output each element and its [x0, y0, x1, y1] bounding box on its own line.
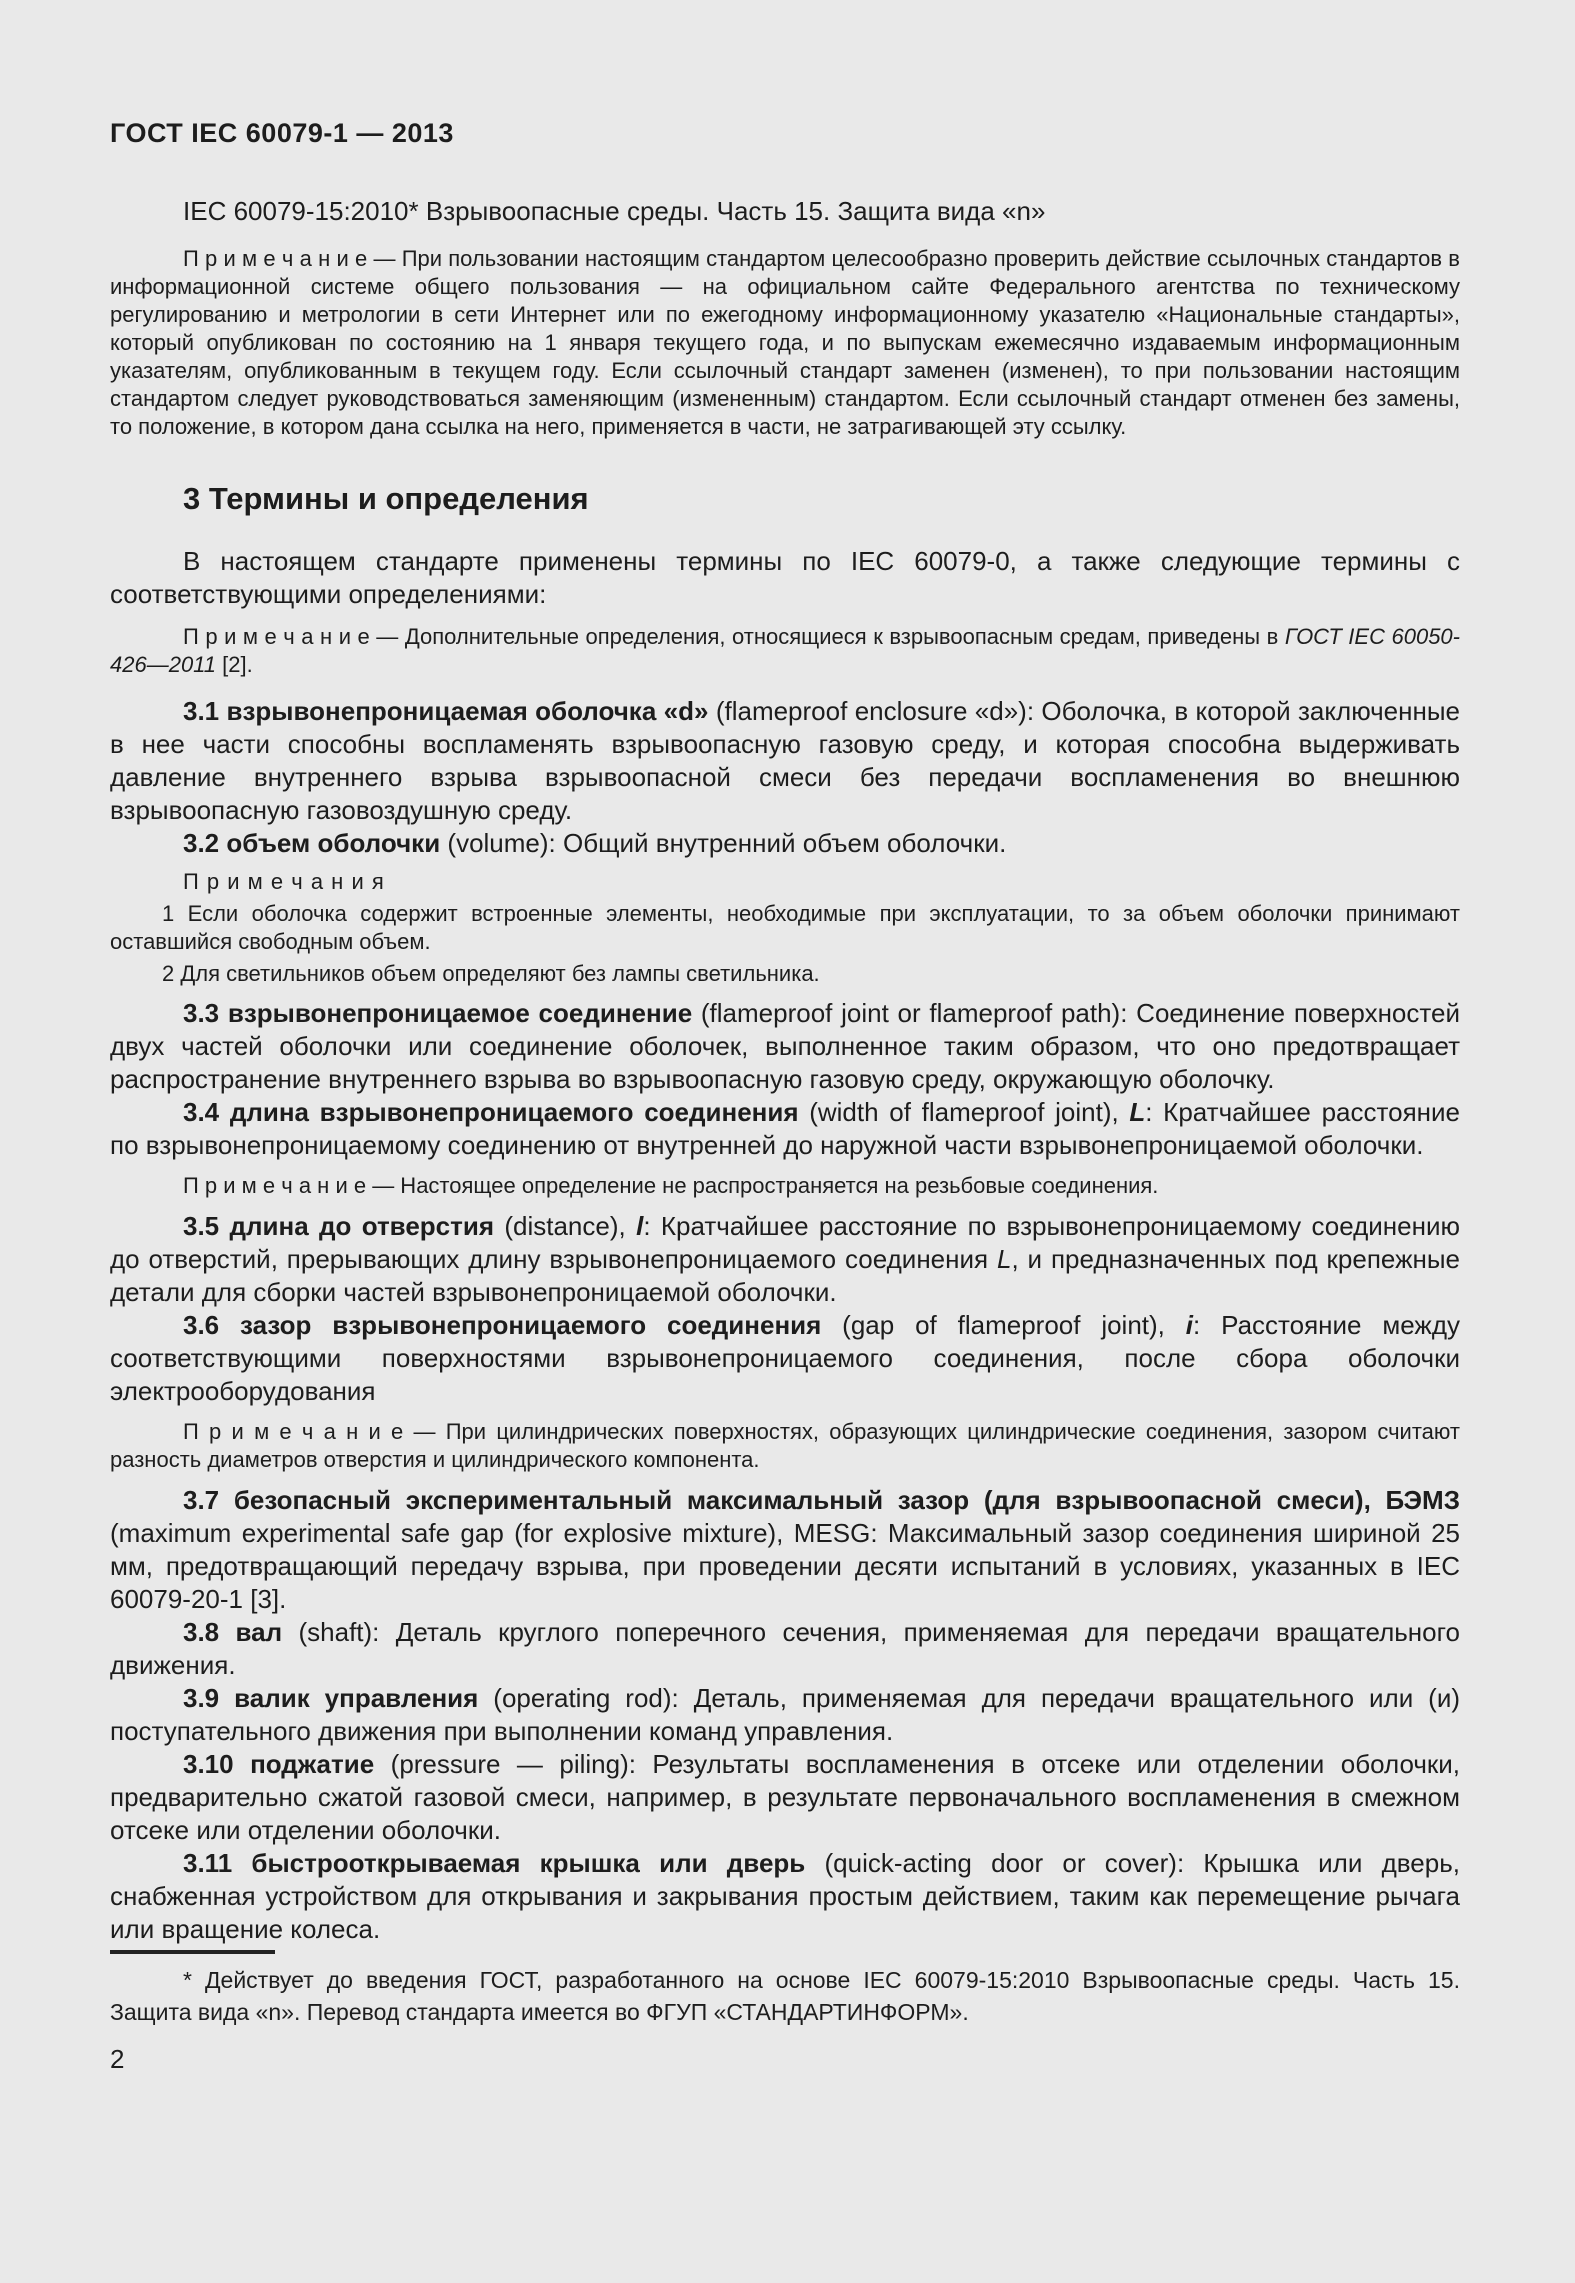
- reference-item: IEC 60079-15:2010* Взрывоопасные среды. Часть 15. Защита вида «n»: [183, 196, 1046, 226]
- term-3-5: [110, 1210, 1460, 1309]
- reference-note: П р и м е ч а н и е — При пользовании настоящим стандартом целесообразно проверить действие ссылочных стандартов в информационной системе общего пользования — на официальном сайте Федерального агентства по техническому регулированию и метрологии в сети Интернет или по ежегодному информационному указателю «Национальные стандарты», который опубликован по состоянию на 1 января текущего года, и по выпускам ежемесячно издаваемым информационным указателям, опубликованным в текущем году. Если ссылочный стандарт заменен (изменен), то при пользовании настоящим стандартом следует руководствоваться заменяющим (измененным) стандартом. Если ссылочный стандарт отменен без замены, то положение, в котором дана ссылка на него, применяется в части, не затрагивающей эту ссылку.: [110, 246, 1460, 439]
- intro-note-standard-ref: ГОСТ IEC 60050-426—2011: [110, 624, 1460, 677]
- term-number: 3.11: [183, 1848, 252, 1878]
- footnote-divider: [110, 1950, 275, 1954]
- running-header: ГОСТ IEC 60079-1 — 2013: [110, 118, 454, 148]
- term-definition: (pressure — piling): Результаты воспламенения в отсеке или отделении оболочки, предварительно сжатой газовой смеси, например, в результате первоначального воспламенения в смежном отсеке или отделении оболочки.: [110, 1749, 1461, 1845]
- intro-note-tail: [2].: [216, 652, 253, 677]
- term-symbol: L: [1129, 1097, 1146, 1127]
- term-symbol-inline: L: [996, 1244, 1012, 1274]
- section-3-title: 3 Термины и определения: [183, 481, 589, 516]
- term-3-4: [110, 1096, 1460, 1162]
- term-name: валик управления: [234, 1683, 479, 1713]
- term-translation: (distance),: [494, 1211, 637, 1241]
- term-number: 3.10: [183, 1749, 251, 1779]
- term-name: вал: [235, 1617, 283, 1647]
- term-name: зазор взрывонепроницаемого соединения: [240, 1310, 822, 1340]
- footnote: * Действует до введения ГОСТ, разработанного на основе IEC 60079-15:2010 Взрывоопасные среды. Часть 15. Защита вида «n». Перевод стандарта имеется во ФГУП «СТАНДАРТИНФОРМ».: [110, 1967, 1460, 2025]
- term-name: взрывонепроницаемое соединение: [227, 998, 693, 1028]
- term-3-10: [110, 1748, 1460, 1847]
- note-3-4: П р и м е ч а н и е — Настоящее определение не распространяется на резьбовые соединения.: [183, 1173, 1159, 1198]
- term-3-8: [110, 1616, 1460, 1682]
- term-symbol: l: [636, 1211, 644, 1241]
- intro-note-text: П р и м е ч а н и е — Дополнительные определения, относящиеся к взрывоопасным средам, приведены в: [183, 624, 1285, 649]
- term-name: взрывонепроницаемая оболочка «d»: [226, 696, 709, 726]
- term-number: 3.8: [183, 1617, 236, 1647]
- note-item-1: 1 Если оболочка содержит встроенные элементы, необходимые при эксплуатации, то за объем оболочки принимают оставшийся свободным объем.: [110, 901, 1460, 954]
- term-name: длина до отверстия: [229, 1211, 495, 1241]
- term-name: длина взрывонепроницаемого соединения: [229, 1097, 799, 1127]
- term-translation: (gap of flameproof joint),: [821, 1310, 1186, 1340]
- term-3-9: [110, 1682, 1460, 1748]
- term-3-6: [110, 1309, 1460, 1408]
- term-definition: (flameproof joint or flameproof path): Соединение поверхностей двух частей оболочки или соединение оболочек, выполненное таким образом, что оно предотвращает распространение внутреннего взрыва во взрывоопасную газовую среду, окружающую оболочку.: [110, 998, 1460, 1094]
- term-number: 3.2: [183, 828, 227, 858]
- term-3-3: [110, 997, 1460, 1096]
- term-definition: (flameproof enclosure «d»): Оболочка, в которой заключенные в нее части способны воспламенять взрывоопасную газовую среду, и которая способна выдерживать давление внутреннего взрыва взрывоопасной смеси без передачи воспламенения во внешнюю взрывоопасную газовоздушную среду.: [110, 696, 1460, 825]
- term-definition: : Кратчайшее расстояние по взрывонепроницаемому соединению до отверстий, прерывающих длину взрывонепроницаемого соединения: [110, 1211, 1461, 1274]
- term-definition: : Кратчайшее расстояние по взрывонепроницаемому соединению от внутренней до наружной части взрывонепроницаемой оболочки.: [110, 1097, 1460, 1160]
- term-definition: (operating rod): Деталь, применяемая для передачи вращательного или (и) поступательного движения при выполнении команд управления.: [110, 1683, 1461, 1746]
- term-number: 3.9: [183, 1683, 235, 1713]
- term-number: 3.4: [183, 1097, 230, 1127]
- term-name: поджатие: [250, 1749, 375, 1779]
- term-3-11: [110, 1847, 1460, 1946]
- term-definition: (quick-acting door or cover): Крышка или дверь, снабженная устройством для открывания и закрывания простым действием, таким как перемещение рычага или вращение колеса.: [110, 1848, 1460, 1944]
- term-number: 3.7: [183, 1485, 234, 1515]
- term-name: объем оболочки: [226, 828, 441, 858]
- note-3-6: П р и м е ч а н и е — При цилиндрических поверхностях, образующих цилиндрические соединения, зазором считают разность диаметров отверстия и цилиндрического компонента.: [110, 1419, 1460, 1472]
- term-definition-tail: , и предназначенных под крепежные детали для сборки частей взрывонепроницаемой оболочки.: [110, 1244, 1460, 1307]
- term-definition: : Расстояние между соответствующими поверхностями взрывонепроницаемого соединения, после сбора оболочки электрооборудования: [110, 1310, 1460, 1406]
- term-definition: (volume): Общий внутренний объем оболочки.: [440, 828, 1007, 858]
- term-number: 3.6: [183, 1310, 241, 1340]
- term-number: 3.1: [183, 696, 227, 726]
- term-3-2: [110, 827, 1460, 860]
- term-3-7: [110, 1484, 1460, 1616]
- note-item-2: 2 Для светильников объем определяют без лампы светильника.: [162, 961, 820, 986]
- notes-heading: П р и м е ч а н и я: [183, 869, 385, 894]
- section-3-intro-note: [110, 623, 1460, 679]
- term-number: 3.5: [183, 1211, 230, 1241]
- term-translation: (width of flameproof joint),: [798, 1097, 1130, 1127]
- term-definition: (maximum experimental safe gap (for explosive mixture), MESG: Максимальный зазор соединения шириной 25 мм, предотвращающий передачу взрыва, при проведении десяти испытаний в условиях, указанных в IEC 60079-20-1 [3].: [110, 1518, 1460, 1614]
- term-number: 3.3: [183, 998, 228, 1028]
- term-definition: (shaft): Деталь круглого поперечного сечения, применяемая для передачи вращательного движения.: [110, 1617, 1460, 1680]
- term-name: безопасный экспериментальный максимальный зазор (для взрывоопасной смеси), БЭМЗ: [233, 1485, 1460, 1515]
- term-symbol: i: [1185, 1310, 1193, 1340]
- term-3-1: [110, 695, 1460, 827]
- term-name: быстрооткрываемая крышка или дверь: [251, 1848, 806, 1878]
- section-3-intro: В настоящем стандарте применены термины по IEC 60079-0, а также следующие термины с соответствующими определениями:: [110, 546, 1460, 609]
- page-number: 2: [110, 2044, 125, 2074]
